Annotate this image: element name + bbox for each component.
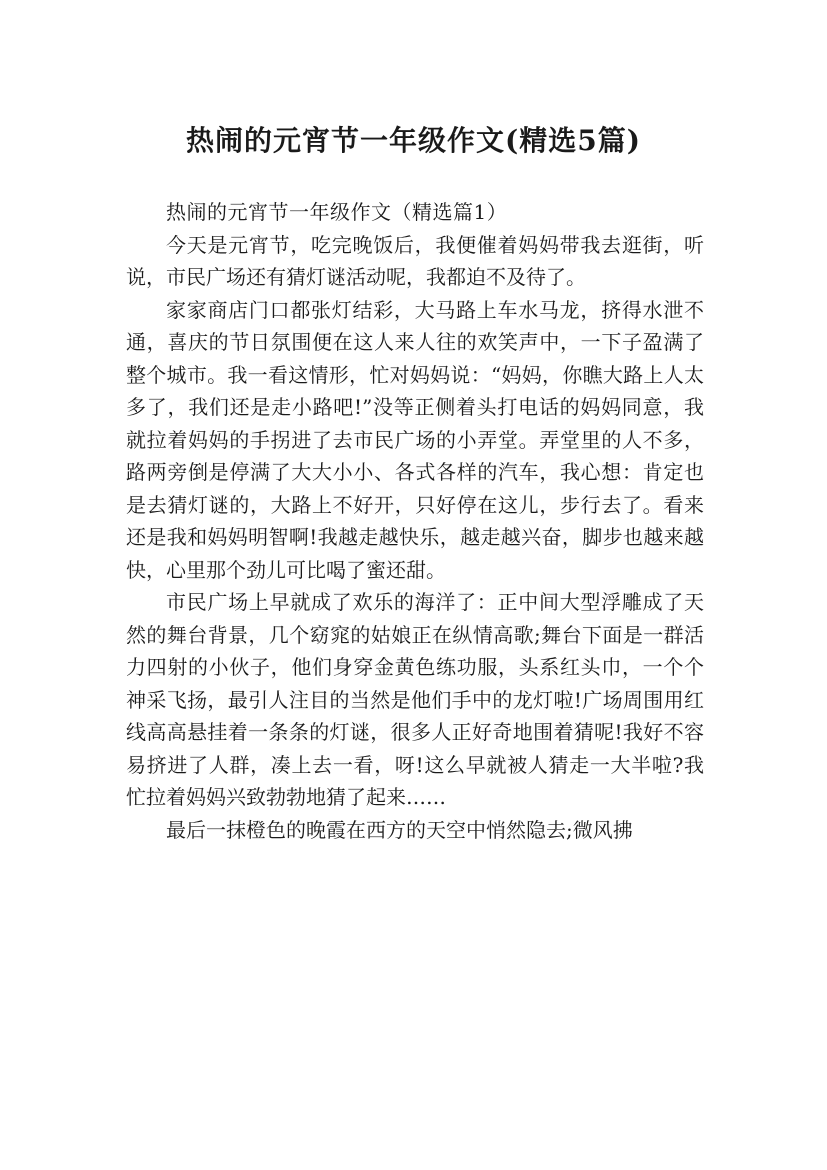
paragraph-4: 最后一抹橙色的晚霞在西方的天空中悄然隐去;微风拂 [166, 817, 633, 842]
section-heading: 热闹的元宵节一年级作文（精选篇1） [166, 200, 508, 224]
document-body [126, 196, 704, 846]
document-title: 热闹的元宵节一年级作文(精选5篇) [186, 123, 641, 157]
paragraph-1: 今天是元宵节，吃完晚饭后，我便催着妈妈带我去逛街，听说，市民广场还有猜灯谜活动呢，我都迫不及待了。 [126, 232, 704, 289]
paragraph-3: 市民广场上早就成了欢乐的海洋了：正中间大型浮雕成了天然的舞台背景，几个窈窕的姑娘正在纵情高歌;舞台下面是一群活力四射的小伙子，他们身穿金黄色练功服，头系红头巾，一个个神采飞扬，最引人注目的当然是他们手中的龙灯啦!广场周围用红线高高悬挂着一条条的灯谜，很多人正好奇地围着猜呢!我好不容易挤进了人群，凑上去一看，呀!这么早就被人猜走一大半啦?我忙拉着妈妈兴致勃勃地猜了起来…… [126, 590, 704, 809]
paragraph-2: 家家商店门口都张灯结彩，大马路上车水马龙，挤得水泄不通，喜庆的节日氛围便在这人来人往的欢笑声中，一下子盈满了整个城市。我一看这情形，忙对妈妈说：“妈妈，你瞧大路上人太多了，我们还是走小路吧!”没等正侧着头打电话的妈妈同意，我就拉着妈妈的手拐进了去市民广场的小弄堂。弄堂里的人不多，路两旁倒是停满了大大小小、各式各样的汽车，我心想：肯定也是去猜灯谜的，大路上不好开，只好停在这儿，步行去了。看来还是我和妈妈明智啊!我越走越快乐，越走越兴奋，脚步也越来越快，心里那个劲儿可比喝了蜜还甜。 [126, 297, 704, 582]
